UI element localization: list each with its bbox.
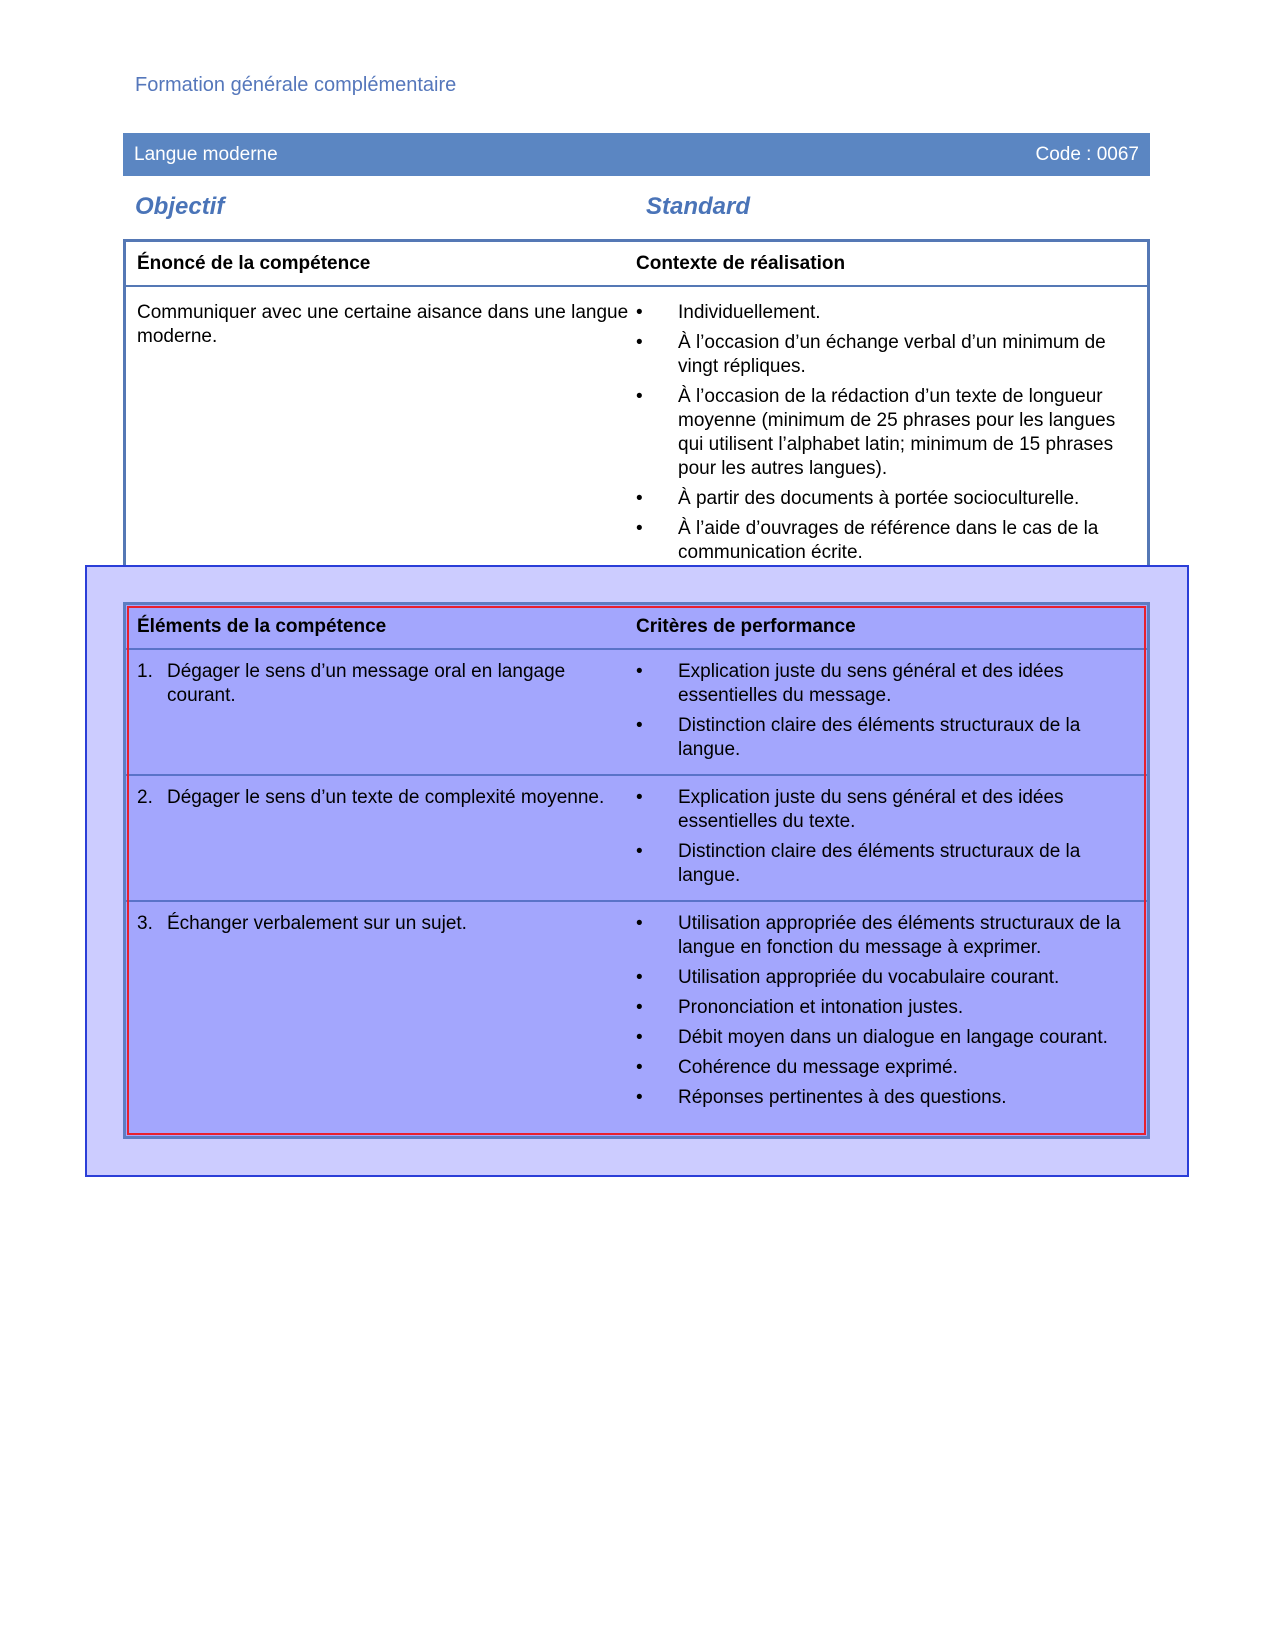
context-list (636, 301, 1147, 571)
context-item-text: À partir des documents à portée socioculturelle. (678, 488, 1080, 509)
context-item-text: Individuellement. (678, 302, 821, 323)
context-item-text: À l’occasion d’un échange verbal d’un minimum de vingt répliques. (678, 332, 1106, 377)
criterion-text: Cohérence du message exprimé. (678, 1057, 958, 1078)
bullet-icon: • (636, 787, 643, 808)
course-code: Code : 0067 (1035, 143, 1139, 165)
criterion-text: Utilisation appropriée des éléments structuraux de la langue en fonction du message à exprimer. (678, 913, 1121, 958)
context-column-header: Contexte de réalisation (636, 252, 846, 274)
element-description: Échanger verbalement sur un sujet. (167, 913, 467, 934)
criterion-text: Distinction claire des éléments structuraux de la langue. (678, 841, 1081, 886)
bullet-icon: • (636, 913, 643, 934)
criterion-text: Débit moyen dans un dialogue en langage courant. (678, 1027, 1108, 1048)
bullet-icon: • (636, 488, 643, 509)
context-item (636, 301, 1133, 325)
element-number: 1. (137, 661, 153, 682)
bullet-icon: • (636, 1087, 643, 1108)
bullet-icon: • (636, 1057, 643, 1078)
competence-statement: Communiquer avec une certaine aisance dans une langue moderne. (137, 302, 629, 347)
bullet-icon: • (636, 302, 643, 323)
course-name: Langue moderne (134, 143, 278, 165)
selection-outline (127, 606, 1146, 1135)
context-item (636, 331, 1133, 379)
element-description: Dégager le sens d’un texte de complexité moyenne. (167, 787, 605, 808)
bullet-icon: • (636, 518, 643, 539)
criterion-text: Explication juste du sens général et des idées essentielles du message. (678, 661, 1064, 706)
context-item-text: À l’aide d’ouvrages de référence dans le cas de la communication écrite. (678, 518, 1099, 563)
bullet-icon: • (636, 386, 643, 407)
criterion-text: Utilisation appropriée du vocabulaire courant. (678, 967, 1060, 988)
elements-column-header: Éléments de la compétence (137, 615, 387, 637)
document-title: Formation générale complémentaire (135, 74, 457, 96)
bullet-icon: • (636, 1027, 643, 1048)
criterion-text: Prononciation et intonation justes. (678, 997, 964, 1018)
criteria-column-header: Critères de performance (636, 615, 856, 637)
objectif-heading: Objectif (135, 193, 225, 220)
standard-heading: Standard (646, 193, 751, 220)
statement-column-header: Énoncé de la compétence (137, 252, 371, 274)
bullet-icon: • (636, 661, 643, 682)
criterion-text: Explication juste du sens général et des idées essentielles du texte. (678, 787, 1064, 832)
competence-table (123, 239, 1150, 586)
element-number: 2. (137, 787, 153, 808)
bullet-icon: • (636, 967, 643, 988)
competence-table-header (126, 242, 1147, 287)
course-band (123, 133, 1150, 176)
context-item (636, 487, 1133, 511)
competence-table-row (126, 287, 1147, 571)
bullet-icon: • (636, 997, 643, 1018)
context-item-text: À l’occasion de la rédaction d’un texte de longueur moyenne (minimum de 25 phrases pour les langues qui utilisent l’alphabet latin; minimum de 15 phrases pour les autres langues). (678, 386, 1116, 479)
context-item (636, 517, 1133, 565)
criterion-text: Réponses pertinentes à des questions. (678, 1087, 1007, 1108)
context-item (636, 385, 1133, 481)
element-description: Dégager le sens d’un message oral en langage courant. (167, 661, 566, 706)
criterion-text: Distinction claire des éléments structuraux de la langue. (678, 715, 1081, 760)
bullet-icon: • (636, 715, 643, 736)
element-number: 3. (137, 913, 153, 934)
bullet-icon: • (636, 841, 643, 862)
bullet-icon: • (636, 332, 643, 353)
